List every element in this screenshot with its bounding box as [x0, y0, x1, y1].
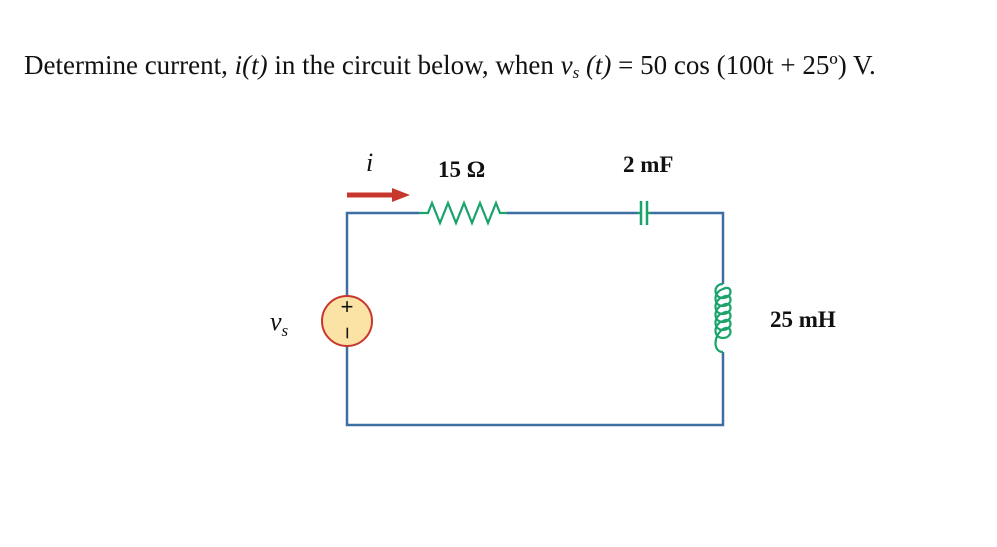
question-prefix: Determine current, [24, 50, 235, 80]
inductor [716, 284, 731, 352]
resistor [419, 203, 507, 223]
voltage-source [322, 294, 372, 346]
source-label [270, 307, 289, 340]
source-label-subscript: s [281, 321, 289, 340]
inductor-label: 25 mH [770, 307, 836, 332]
current-label: i [366, 148, 374, 177]
current-arrow [347, 188, 410, 202]
question-middle: in the circuit below, when [267, 50, 561, 80]
capacitor [637, 201, 651, 225]
question-suffix: = 50 cos (100t + 25º) V. [611, 50, 876, 80]
resistor-label: 15 Ω [438, 157, 486, 182]
source-minus-sign: − [335, 326, 360, 340]
current-symbol: i [234, 50, 243, 80]
bottom-right-wire [347, 346, 723, 425]
source-argument: (t) [579, 50, 612, 80]
top-right-wire [651, 213, 723, 284]
source-label-symbol: v [270, 307, 282, 336]
source-plus-sign: + [340, 294, 354, 319]
top-left-wire [347, 213, 419, 296]
capacitor-label: 2 mF [623, 152, 674, 177]
current-argument: (t) [242, 50, 268, 80]
source-symbol: v [560, 50, 573, 80]
source-subscript: s [572, 63, 580, 82]
circuit-wires [347, 213, 723, 425]
